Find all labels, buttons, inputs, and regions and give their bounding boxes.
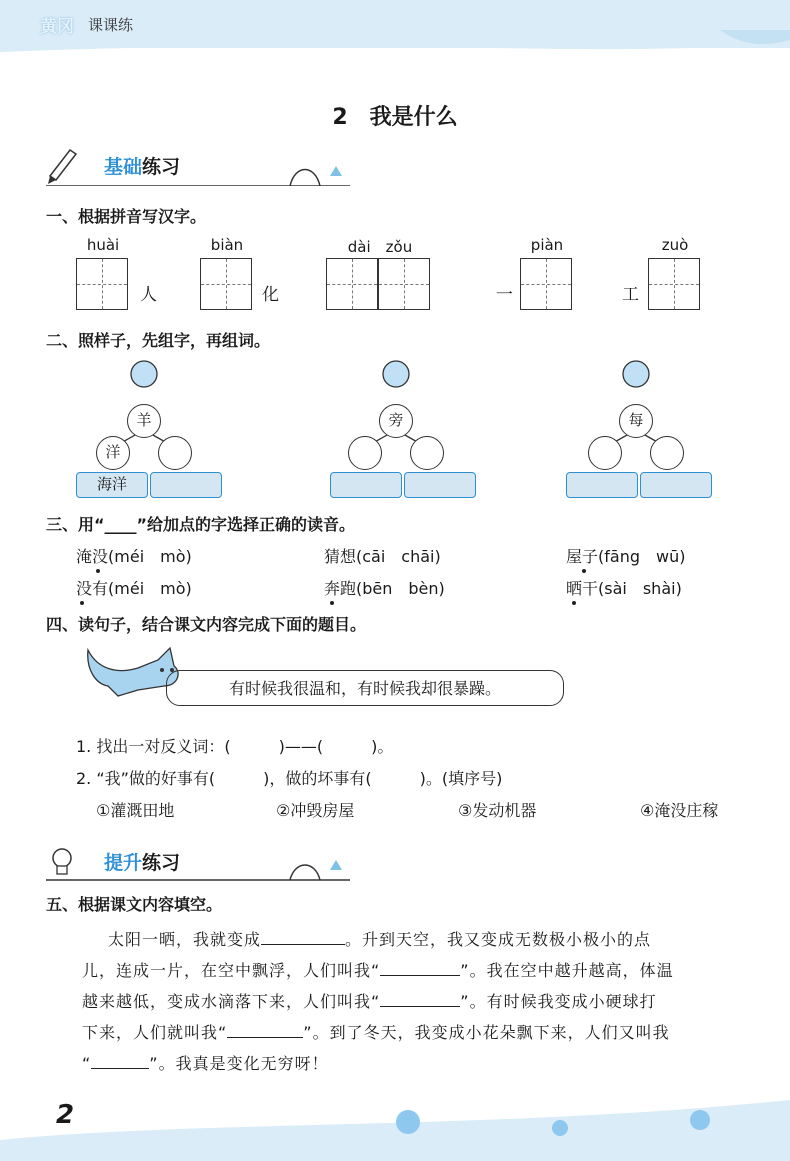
q3-item-3: 屋子(fāng wū) <box>566 547 686 566</box>
tree-1-left: 洋 <box>96 436 130 470</box>
page-number: 2 <box>56 1100 75 1130</box>
q5-line-2: 儿，连成一片，在空中飘浮，人们叫我“ ”。我在空中越升越高，体温 <box>82 961 674 980</box>
tree-3-word-right[interactable] <box>640 472 712 498</box>
section-basic-header <box>40 146 360 180</box>
q1-heading: 一、根据拼音写汉字。 <box>46 207 207 226</box>
section-advanced-title: 提升练习 <box>104 852 181 874</box>
q5-line-5: “ ”。我真是变化无穷呀！ <box>82 1054 329 1073</box>
q3-heading: 三、用“____”给加点的字选择正确的读音。 <box>46 515 356 534</box>
q4-option-1: ①灌溉田地 <box>96 801 175 820</box>
emphasis-dot <box>330 601 334 605</box>
q1-char-1: 人 <box>140 285 157 305</box>
q5-line-3: 越来越低，变成水滴落下来，人们叫我“ ”。有时候我变成小硬球打 <box>82 992 657 1011</box>
q1-box-1[interactable] <box>76 258 128 310</box>
q1-pinyin-5: zuò <box>661 236 689 254</box>
q4-heading: 四、读句子，结合课文内容完成下面的题目。 <box>46 615 367 634</box>
tree-3-right[interactable] <box>650 436 684 470</box>
q1-pinyin-1: huài <box>86 236 120 254</box>
fill-blank[interactable] <box>261 944 345 945</box>
page-title: 2 我是什么 <box>332 105 458 130</box>
q4-option-2: ②冲毁房屋 <box>276 801 355 820</box>
tree-3-left[interactable] <box>588 436 622 470</box>
footer-wave <box>0 1080 790 1161</box>
q1-pinyin-4: piàn <box>530 236 564 254</box>
tree-3-word-left[interactable] <box>566 472 638 498</box>
emphasis-dot <box>96 569 100 573</box>
q1-char-4: 一 <box>496 285 513 305</box>
water-drop-icon <box>131 361 157 387</box>
tree-3-root: 每 <box>619 404 653 438</box>
q3-item-1: 淹没(méi mò) <box>76 547 192 566</box>
tree-2-root: 旁 <box>379 404 413 438</box>
fill-blank[interactable] <box>380 1006 460 1007</box>
tree-1-right[interactable] <box>158 436 192 470</box>
lightbulb-icon <box>40 842 360 882</box>
q1-box-3b[interactable] <box>378 258 430 310</box>
tree-1-word-left: 海洋 <box>76 472 148 498</box>
q4-sub1: 1. 找出一对反义词：( )——( )。 <box>76 737 394 756</box>
q3-item-2: 猜想(cāi chāi) <box>324 547 441 566</box>
q3-item-6: 晒干(sài shài) <box>566 579 682 598</box>
header-wave <box>0 30 790 70</box>
brand-logo: 黄冈 <box>40 17 74 37</box>
tree-2-right[interactable] <box>410 436 444 470</box>
section-advanced-header <box>40 842 360 876</box>
q3-item-4: 没有(méi mò) <box>76 579 192 598</box>
q1-box-3a[interactable] <box>326 258 378 310</box>
emphasis-dot <box>582 569 586 573</box>
q4-option-4: ④淹没庄稼 <box>640 801 719 820</box>
water-drop-icon <box>623 361 649 387</box>
q1-char-5: 工 <box>622 285 639 305</box>
tree-2-word-left[interactable] <box>330 472 402 498</box>
tree-2-left[interactable] <box>348 436 382 470</box>
q5-line-1: 太阳一晒，我就变成 。升到天空，我又变成无数极小极小的点 <box>108 930 652 949</box>
tree-2-word-right[interactable] <box>404 472 476 498</box>
q1-box-4[interactable] <box>520 258 572 310</box>
q2-heading: 二、照样子，先组字，再组词。 <box>46 331 271 350</box>
emphasis-dot <box>80 601 84 605</box>
q5-heading: 五、根据课文内容填空。 <box>46 895 223 914</box>
q1-box-2[interactable] <box>200 258 252 310</box>
water-drop-icon <box>383 361 409 387</box>
q3-item-5: 奔跑(bēn bèn) <box>324 579 445 598</box>
q1-pinyin-2: biàn <box>210 236 244 254</box>
emphasis-dot <box>572 601 576 605</box>
q1-box-5[interactable] <box>648 258 700 310</box>
tree-1-word-right[interactable] <box>150 472 222 498</box>
q1-char-2: 化 <box>262 285 279 305</box>
series-name: 课课练 <box>88 16 134 34</box>
q5-passage <box>82 924 762 1079</box>
q4-option-3: ③发动机器 <box>458 801 537 820</box>
fill-blank[interactable] <box>380 975 460 976</box>
q1-pinyin-3: dài zǒu <box>347 238 413 256</box>
tree-1-root: 羊 <box>127 404 161 438</box>
fill-blank[interactable] <box>227 1037 303 1038</box>
q4-sub2: 2. “我”做的好事有( )，做的坏事有( )。(填序号) <box>76 769 503 788</box>
section-basic-title: 基础练习 <box>104 156 181 178</box>
pencil-icon <box>40 146 360 186</box>
q4-sentence: 有时候我很温和，有时候我却很暴躁。 <box>228 679 501 698</box>
q5-line-4: 下来，人们就叫我“ ”。到了冬天，我变成小花朵飘下来，人们又叫我 <box>82 1023 670 1042</box>
fill-blank[interactable] <box>91 1068 149 1069</box>
